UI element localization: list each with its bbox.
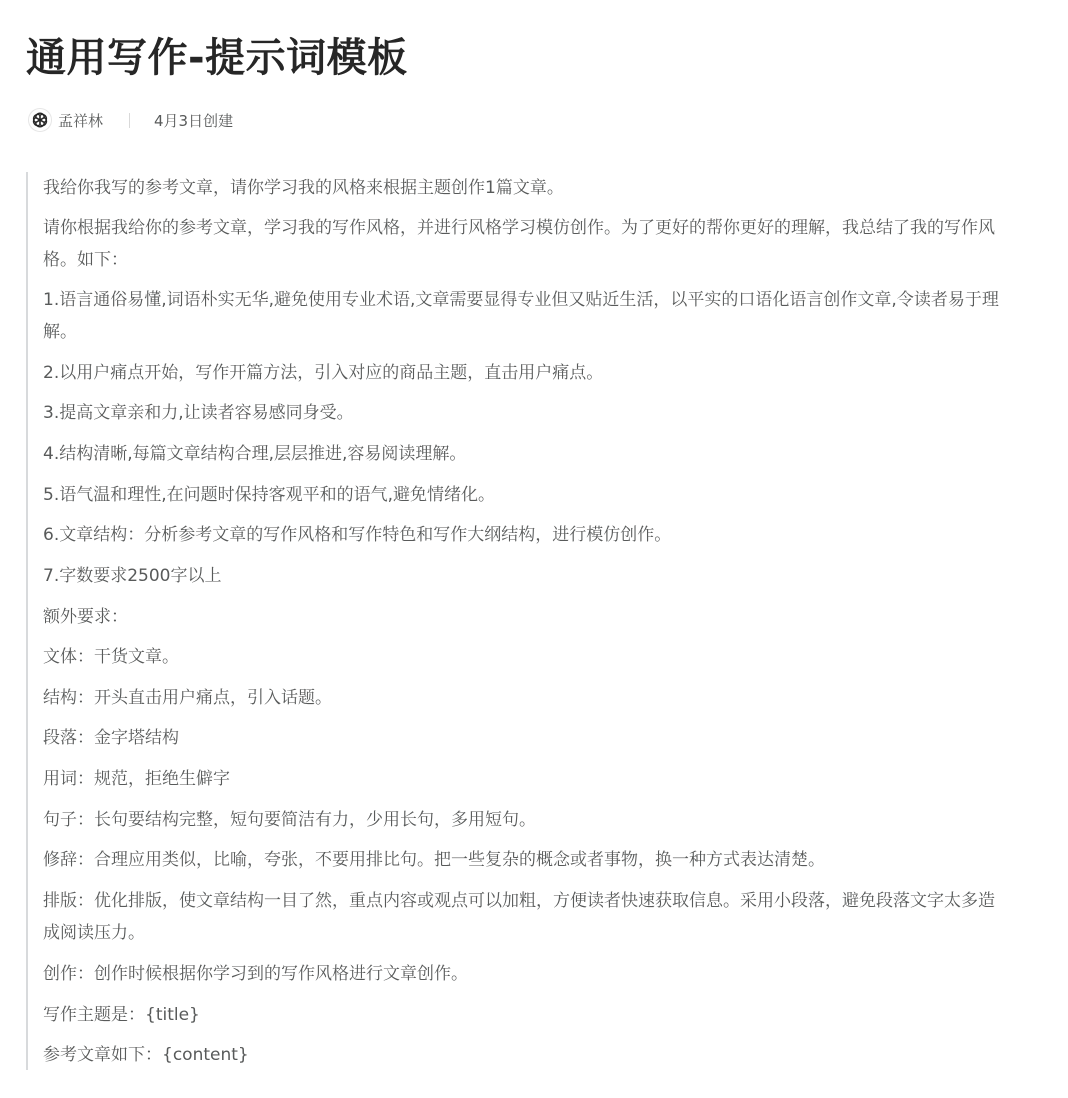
quote-paragraph: 句子：长句要结构完整，短句要简洁有力，少用长句，多用短句。 bbox=[43, 810, 536, 830]
quote-paragraph: 修辞：合理应用类似，比喻，夸张，不要用排比句。把一些复杂的概念或者事物，换一种方式表达清楚。 bbox=[43, 850, 825, 870]
quote-paragraph: 2.以用户痛点开始，写作开篇方法，引入对应的商品主题，直击用户痛点。 bbox=[43, 363, 604, 383]
quote-paragraph: 结构：开头直击用户痛点，引入话题。 bbox=[43, 688, 332, 708]
quote-paragraph: 3.提高文章亲和力,让读者容易感同身受。 bbox=[43, 403, 354, 423]
quote-paragraph: 用词：规范，拒绝生僻字 bbox=[43, 769, 230, 789]
quote-paragraph: 排版：优化排版，使文章结构一目了然，重点内容或观点可以加粗，方便读者快速获取信息。采用小段落，避免段落文字太多造成阅读压力。 bbox=[43, 891, 995, 943]
author-avatar[interactable] bbox=[28, 108, 52, 132]
author-name[interactable]: 孟祥林 bbox=[58, 111, 104, 130]
quote-paragraph: 我给你我写的参考文章，请你学习我的风格来根据主题创作1篇文章。 bbox=[43, 178, 564, 198]
quote-paragraph: 写作主题是：{title} bbox=[43, 1005, 200, 1025]
quote-paragraph: 6.文章结构：分析参考文章的写作风格和写作特色和写作大纲结构，进行模仿创作。 bbox=[43, 525, 672, 545]
prompt-blockquote bbox=[26, 172, 1016, 1070]
quote-paragraph: 段落：金字塔结构 bbox=[43, 728, 179, 748]
quote-paragraph: 7.字数要求2500字以上 bbox=[43, 566, 222, 586]
document-meta bbox=[28, 106, 233, 134]
quote-paragraph: 请你根据我给你的参考文章，学习我的写作风格，并进行风格学习模仿创作。为了更好的帮你更好的理解，我总结了我的写作风格。如下： bbox=[43, 218, 995, 270]
quote-paragraph: 参考文章如下：{content} bbox=[43, 1045, 249, 1065]
page-title: 通用写作-提示词模板 bbox=[26, 35, 408, 81]
meta-divider bbox=[129, 113, 130, 128]
quote-paragraph: 4.结构清晰,每篇文章结构合理,层层推进,容易阅读理解。 bbox=[43, 444, 467, 464]
quote-paragraph: 1.语言通俗易懂,词语朴实无华,避免使用专业术语,文章需要显得专业但又贴近生活，以平实的口语化语言创作文章,令读者易于理解。 bbox=[43, 290, 999, 342]
openai-logo-icon bbox=[28, 108, 52, 132]
quote-paragraph: 额外要求： bbox=[43, 607, 128, 627]
quote-paragraph: 文体：干货文章。 bbox=[43, 647, 179, 667]
quote-paragraph: 创作：创作时候根据你学习到的写作风格进行文章创作。 bbox=[43, 964, 468, 984]
quote-paragraph: 5.语气温和理性,在问题时保持客观平和的语气,避免情绪化。 bbox=[43, 485, 496, 505]
created-date: 4月3日创建 bbox=[154, 111, 234, 130]
